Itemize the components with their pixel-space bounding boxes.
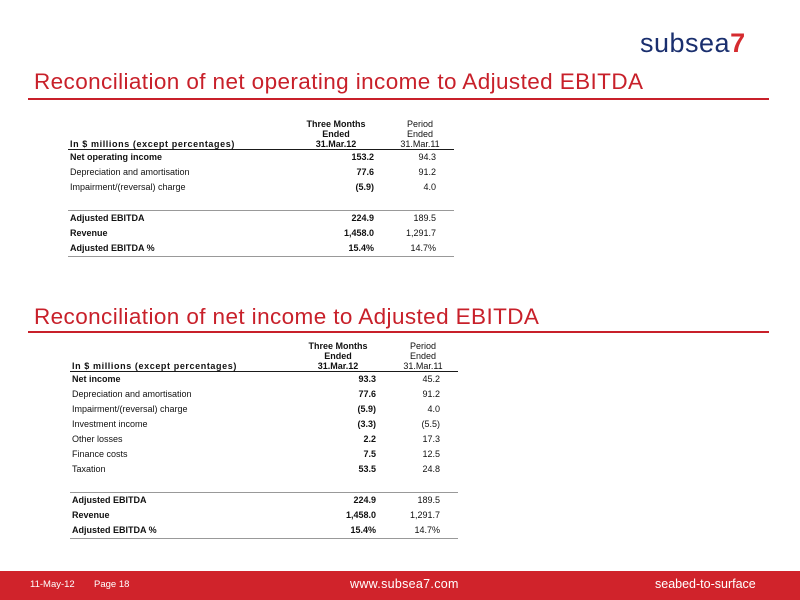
row-label: Net income [72,374,121,384]
table-header-row [70,341,458,372]
table-row [70,462,458,477]
operating-income-table [68,119,454,257]
section1-title: Reconciliation of net operating income to Adjusted EBITDA [34,69,644,94]
footer-date: 11-May-12 [30,579,75,590]
table-row [70,387,458,402]
table-row [68,211,454,227]
section1-rule [28,98,769,100]
row-value-current: (5.9) [357,404,376,414]
row-label: Investment income [72,419,148,429]
table-row [70,417,458,432]
row-value-prior: 91.2 [418,167,436,177]
row-value-prior: 1,291.7 [409,510,440,520]
row-label: Finance costs [72,449,128,459]
logo-text: subsea [640,28,731,58]
table-row [70,372,458,388]
row-value-current: (5.9) [355,182,374,192]
table-header-row [68,119,454,150]
row-label: Adjusted EBITDA [70,493,288,509]
footer-bar [0,571,800,600]
row-value-current: 7.5 [363,449,376,459]
row-value-prior: 4.0 [427,404,440,414]
row-value-prior: (5.5) [421,419,440,429]
row-value-current: 77.6 [356,167,374,177]
row-value-current: 77.6 [358,389,376,399]
header-col-current: Three Months Ended 31.Mar.12 [288,341,388,372]
row-value-current: 224.9 [286,211,386,227]
row-value-current: 15.4% [286,241,386,257]
row-value-prior: 189.5 [386,211,454,227]
row-value-prior: 94.3 [418,152,436,162]
row-label: Impairment/(reversal) charge [70,182,186,192]
row-label: Net operating income [70,152,163,162]
table-row [70,523,458,539]
row-value-prior: 14.7% [388,523,458,539]
row-label: Other losses [72,434,123,444]
row-value-current: 153.2 [351,152,374,162]
header-col-current: Three Months Ended 31.Mar.12 [286,119,386,150]
row-value-prior: 12.5 [422,449,440,459]
row-value-prior: 45.2 [422,374,440,384]
header-label: In $ millions (except percentages) [68,119,286,150]
table-row [68,180,454,195]
net-income-table [70,341,458,539]
section2-title: Reconciliation of net income to Adjusted EBITDA [34,304,540,329]
row-label: Impairment/(reversal) charge [72,404,188,414]
row-value-current: 1,458.0 [343,228,374,238]
footer-website-link[interactable]: www.subsea7.com [350,577,459,591]
row-value-prior: 17.3 [422,434,440,444]
header-label: In $ millions (except percentages) [70,341,288,372]
header-col-prior: Period Ended 31.Mar.11 [388,341,458,372]
row-value-current: 53.5 [358,464,376,474]
table-row [68,226,454,241]
row-label: Adjusted EBITDA % [70,523,288,539]
table-row [70,508,458,523]
row-value-current: 2.2 [363,434,376,444]
row-value-prior: 189.5 [388,493,458,509]
logo-number: 7 [730,28,746,58]
row-value-current: 93.3 [358,374,376,384]
subsea7-logo [640,28,746,59]
section2-rule [28,331,769,333]
row-label: Adjusted EBITDA [68,211,286,227]
row-label: Taxation [72,464,106,474]
row-value-current: 1,458.0 [345,510,376,520]
row-label: Depreciation and amortisation [72,389,192,399]
footer-tagline: seabed-to-surface [655,577,756,591]
table-row [70,493,458,509]
table-row [68,241,454,257]
header-col-prior: Period Ended 31.Mar.11 [386,119,454,150]
row-value-prior: 4.0 [423,182,436,192]
table-row [70,432,458,447]
row-value-current: (3.3) [357,419,376,429]
table-row [68,165,454,180]
row-value-current: 224.9 [288,493,388,509]
table-row [70,402,458,417]
table-row [68,150,454,166]
row-label: Revenue [70,228,108,238]
row-value-current: 15.4% [288,523,388,539]
row-value-prior: 91.2 [422,389,440,399]
row-label: Revenue [72,510,110,520]
footer-page-number: Page 18 [94,579,130,590]
row-value-prior: 1,291.7 [405,228,436,238]
row-value-prior: 14.7% [386,241,454,257]
row-value-prior: 24.8 [422,464,440,474]
table-row [70,447,458,462]
row-label: Adjusted EBITDA % [68,241,286,257]
row-label: Depreciation and amortisation [70,167,190,177]
